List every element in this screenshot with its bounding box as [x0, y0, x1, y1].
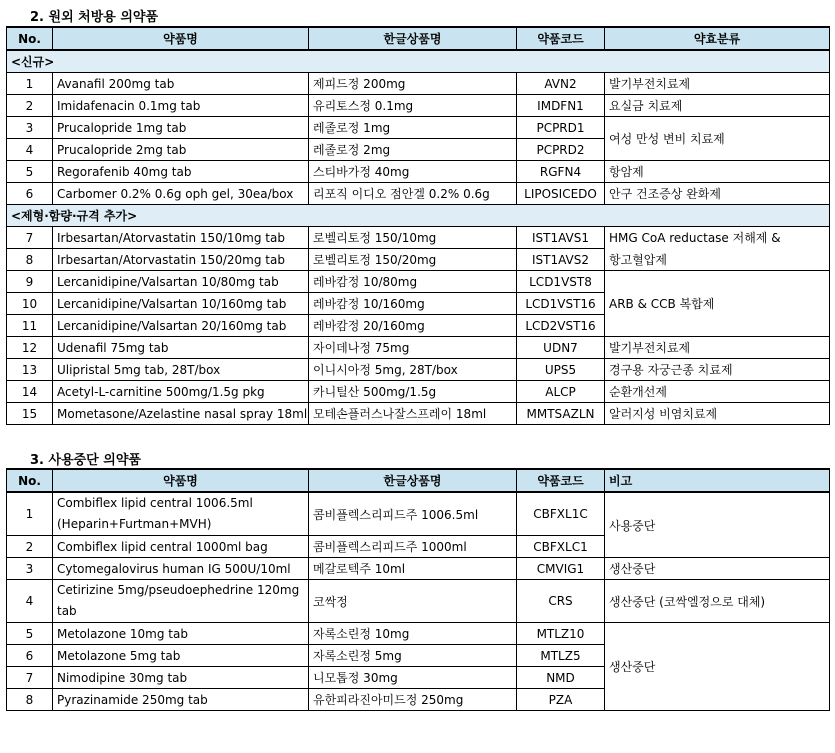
table-row	[7, 271, 830, 293]
cell-code: CBFXLC1	[517, 536, 605, 558]
cell-no: 6	[7, 183, 53, 205]
cell-kname: 레바캄정 20/160mg	[309, 315, 517, 337]
cell-no: 1	[7, 73, 53, 95]
cell-no: 7	[7, 667, 53, 689]
cell-kname: 로벨리토정 150/10mg	[309, 227, 517, 249]
cell-kname: 유리토스정 0.1mg	[309, 95, 517, 117]
cell-no: 13	[7, 359, 53, 381]
cell-code: LCD2VST16	[517, 315, 605, 337]
cell-class: 요실금 치료제	[605, 95, 830, 117]
cell-no: 9	[7, 271, 53, 293]
cell-name: Cytomegalovirus human IG 500U/10ml	[53, 558, 309, 580]
table-row	[7, 403, 830, 425]
cell-code: ALCP	[517, 381, 605, 403]
header-drug-name: 약품명	[53, 27, 309, 50]
cell-code: MTLZ5	[517, 645, 605, 667]
cell-kname: 자록소린정 10mg	[309, 623, 517, 645]
cell-class: 항고혈압제	[605, 249, 830, 271]
cell-class: 알러지성 비염치료제	[605, 403, 830, 425]
cell-no: 14	[7, 381, 53, 403]
cell-no: 6	[7, 645, 53, 667]
cell-class: 여성 만성 변비 치료제	[605, 117, 830, 161]
table-row	[7, 623, 830, 645]
cell-code: AVN2	[517, 73, 605, 95]
cell-class: 안구 건조증상 완화제	[605, 183, 830, 205]
cell-code: IMDFN1	[517, 95, 605, 117]
cell-no: 10	[7, 293, 53, 315]
cell-code: NMD	[517, 667, 605, 689]
cell-code: PCPRD2	[517, 139, 605, 161]
cell-name: Lercanidipine/Valsartan 10/160mg tab	[53, 293, 309, 315]
table-row	[7, 359, 830, 381]
cell-class: HMG CoA reductase 저해제 &	[605, 227, 830, 249]
cell-class: 경구용 자궁근종 치료제	[605, 359, 830, 381]
table-row	[7, 249, 830, 271]
cell-name: Regorafenib 40mg tab	[53, 161, 309, 183]
cell-name: Combiflex lipid central 1006.5ml (Heparin+Furtman+MVH)	[53, 492, 309, 536]
cell-no: 5	[7, 623, 53, 645]
cell-no: 5	[7, 161, 53, 183]
cell-note: 생산중단	[605, 558, 830, 580]
cell-no: 8	[7, 249, 53, 271]
group-row-addition	[7, 205, 830, 227]
cell-name: Lercanidipine/Valsartan 10/80mg tab	[53, 271, 309, 293]
cell-code: CRS	[517, 580, 605, 623]
cell-no: 8	[7, 689, 53, 711]
cell-kname: 메갈로텍주 10ml	[309, 558, 517, 580]
cell-kname: 코싹정	[309, 580, 517, 623]
cell-name: Combiflex lipid central 1000ml bag	[53, 536, 309, 558]
cell-no: 2	[7, 536, 53, 558]
table-row	[7, 161, 830, 183]
header-drug-code: 약품코드	[517, 469, 605, 492]
cell-no: 11	[7, 315, 53, 337]
cell-name: Lercanidipine/Valsartan 20/160mg tab	[53, 315, 309, 337]
cell-note: 생산중단 (코싹엘정으로 대체)	[605, 580, 830, 623]
section2-title: 2. 원외 처방용 의약품	[30, 10, 159, 25]
cell-no: 1	[7, 492, 53, 536]
cell-name: Pyrazinamide 250mg tab	[53, 689, 309, 711]
cell-name: Prucalopride 2mg tab	[53, 139, 309, 161]
cell-no: 7	[7, 227, 53, 249]
cell-no: 4	[7, 139, 53, 161]
cell-name: Cetirizine 5mg/pseudoephedrine 120mg tab	[53, 580, 309, 623]
cell-code: PZA	[517, 689, 605, 711]
table-row	[7, 337, 830, 359]
cell-note: 생산중단	[605, 623, 830, 711]
cell-code: LCD1VST8	[517, 271, 605, 293]
group-label-new: <신규>	[7, 50, 830, 73]
cell-no: 2	[7, 95, 53, 117]
table-row	[7, 95, 830, 117]
cell-class: 순환개선제	[605, 381, 830, 403]
cell-no: 3	[7, 558, 53, 580]
cell-kname: 레바캄정 10/80mg	[309, 271, 517, 293]
header-korean-name: 한글상품명	[309, 27, 517, 50]
header-class: 약효분류	[605, 27, 830, 50]
cell-name: Metolazone 10mg tab	[53, 623, 309, 645]
header-drug-name: 약품명	[53, 469, 309, 492]
cell-code: UPS5	[517, 359, 605, 381]
cell-name: Mometasone/Azelastine nasal spray 18ml	[53, 403, 309, 425]
cell-kname: 카니틸산 500mg/1.5g	[309, 381, 517, 403]
cell-no: 4	[7, 580, 53, 623]
cell-name: Nimodipine 30mg tab	[53, 667, 309, 689]
cell-name: Acetyl-L-carnitine 500mg/1.5g pkg	[53, 381, 309, 403]
cell-kname: 유한피라진아미드정 250mg	[309, 689, 517, 711]
cell-kname: 리포직 이디오 점안겔 0.2% 0.6g	[309, 183, 517, 205]
cell-kname: 콤비플렉스리피드주 1000ml	[309, 536, 517, 558]
table-row	[7, 580, 830, 623]
header-korean-name: 한글상품명	[309, 469, 517, 492]
header-drug-code: 약품코드	[517, 27, 605, 50]
table-row	[7, 227, 830, 249]
group-label-addition: <제형·함량·규격 추가>	[7, 205, 830, 227]
cell-name: Metolazone 5mg tab	[53, 645, 309, 667]
group-row-new	[7, 50, 830, 73]
cell-code: CMVIG1	[517, 558, 605, 580]
section3-table	[6, 468, 830, 711]
cell-name: Irbesartan/Atorvastatin 150/20mg tab	[53, 249, 309, 271]
cell-name: Ulipristal 5mg tab, 28T/box	[53, 359, 309, 381]
cell-kname: 레졸로정 2mg	[309, 139, 517, 161]
cell-name: Udenafil 75mg tab	[53, 337, 309, 359]
cell-name: Imidafenacin 0.1mg tab	[53, 95, 309, 117]
cell-kname: 로벨리토정 150/20mg	[309, 249, 517, 271]
cell-code: LCD1VST16	[517, 293, 605, 315]
cell-class: 발기부전치료제	[605, 73, 830, 95]
cell-name: Carbomer 0.2% 0.6g oph gel, 30ea/box	[53, 183, 309, 205]
header-note: 비고	[605, 469, 830, 492]
cell-code: UDN7	[517, 337, 605, 359]
cell-name: Prucalopride 1mg tab	[53, 117, 309, 139]
cell-code: PCPRD1	[517, 117, 605, 139]
cell-kname: 모테손플러스나잘스프레이 18ml	[309, 403, 517, 425]
cell-class: 항암제	[605, 161, 830, 183]
table-row	[7, 73, 830, 95]
cell-code: IST1AVS1	[517, 227, 605, 249]
section3-title: 3. 사용중단 의약품	[30, 453, 141, 468]
cell-kname: 콤비플렉스리피드주 1006.5ml	[309, 492, 517, 536]
cell-kname: 자이데나정 75mg	[309, 337, 517, 359]
header-no: No.	[7, 469, 53, 492]
cell-note: 사용중단	[605, 492, 830, 558]
cell-code: IST1AVS2	[517, 249, 605, 271]
cell-kname: 이니시아정 5mg, 28T/box	[309, 359, 517, 381]
table-header-row	[7, 27, 830, 50]
cell-code: MMTSAZLN	[517, 403, 605, 425]
table-row	[7, 117, 830, 139]
cell-kname: 자록소린정 5mg	[309, 645, 517, 667]
cell-code: CBFXL1C	[517, 492, 605, 536]
table-row	[7, 492, 830, 536]
cell-no: 15	[7, 403, 53, 425]
cell-class: ARB & CCB 복합제	[605, 271, 830, 337]
table-row	[7, 183, 830, 205]
cell-code: MTLZ10	[517, 623, 605, 645]
table-row	[7, 381, 830, 403]
cell-kname: 레졸로정 1mg	[309, 117, 517, 139]
cell-kname: 스티바가정 40mg	[309, 161, 517, 183]
cell-no: 12	[7, 337, 53, 359]
cell-class: 발기부전치료제	[605, 337, 830, 359]
section2-table	[6, 26, 830, 425]
cell-kname: 니모톱정 30mg	[309, 667, 517, 689]
table-header-row	[7, 469, 830, 492]
cell-kname: 레바캄정 10/160mg	[309, 293, 517, 315]
cell-kname: 제피드정 200mg	[309, 73, 517, 95]
table-row	[7, 558, 830, 580]
cell-name: Irbesartan/Atorvastatin 150/10mg tab	[53, 227, 309, 249]
header-no: No.	[7, 27, 53, 50]
cell-no: 3	[7, 117, 53, 139]
cell-code: RGFN4	[517, 161, 605, 183]
cell-code: LIPOSICEDO	[517, 183, 605, 205]
cell-name: Avanafil 200mg tab	[53, 73, 309, 95]
